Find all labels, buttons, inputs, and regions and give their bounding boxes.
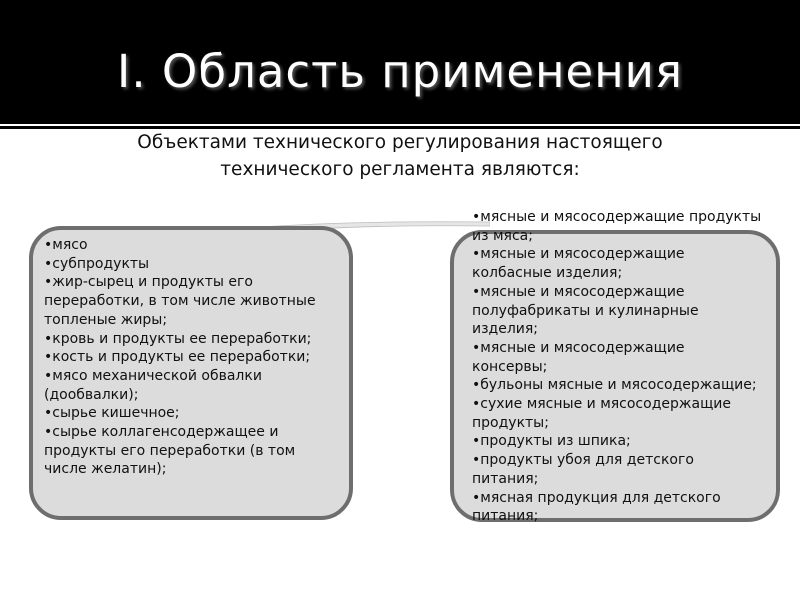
list-item: •сухие мясные и мясосодержащие продукты; — [472, 396, 731, 431]
right-item-list — [472, 208, 762, 526]
list-item: •мясные и мясосодержащие продукты из мяса; — [472, 209, 762, 244]
list-item: •субпродукты — [44, 255, 150, 272]
list-item: •мясные и мясосодержащие полуфабрикаты и кулинарные изделия; — [472, 283, 699, 338]
subtitle-line-1: Объектами технического регулирования настоящего — [137, 132, 663, 153]
list-item: •кровь и продукты ее переработки; — [44, 330, 312, 347]
list-item: •сырье кишечное; — [44, 405, 180, 422]
list-item: •бульоны мясные и мясосодержащие; — [472, 377, 757, 394]
list-item: •мясо механической обвалки (дообвалки); — [44, 367, 262, 403]
list-item: •продукты из шпика; — [472, 433, 631, 450]
list-item: •продукты убоя для детского питания; — [472, 452, 694, 487]
slide-title: I. Область применения — [117, 45, 683, 98]
subtitle-line-2: технического регламента являются: — [220, 159, 580, 180]
left-item-list — [44, 236, 334, 479]
slide-subtitle — [40, 129, 760, 183]
list-item: •сырье коллагенсодержащее и продукты его переработки (в том числе желатин); — [44, 424, 296, 478]
list-item: •мясные и мясосодержащие колбасные изделия; — [472, 246, 685, 282]
list-item: •мясо — [44, 237, 88, 253]
list-item: •кость и продукты ее переработки; — [44, 349, 311, 366]
list-item: •мясные и мясосодержащие консервы; — [472, 339, 685, 375]
list-item: •жир-сырец и продукты его переработки, в том числе животные топленые жиры; — [44, 274, 316, 328]
list-item: •мясная продукция для детского питания; — [472, 489, 721, 525]
